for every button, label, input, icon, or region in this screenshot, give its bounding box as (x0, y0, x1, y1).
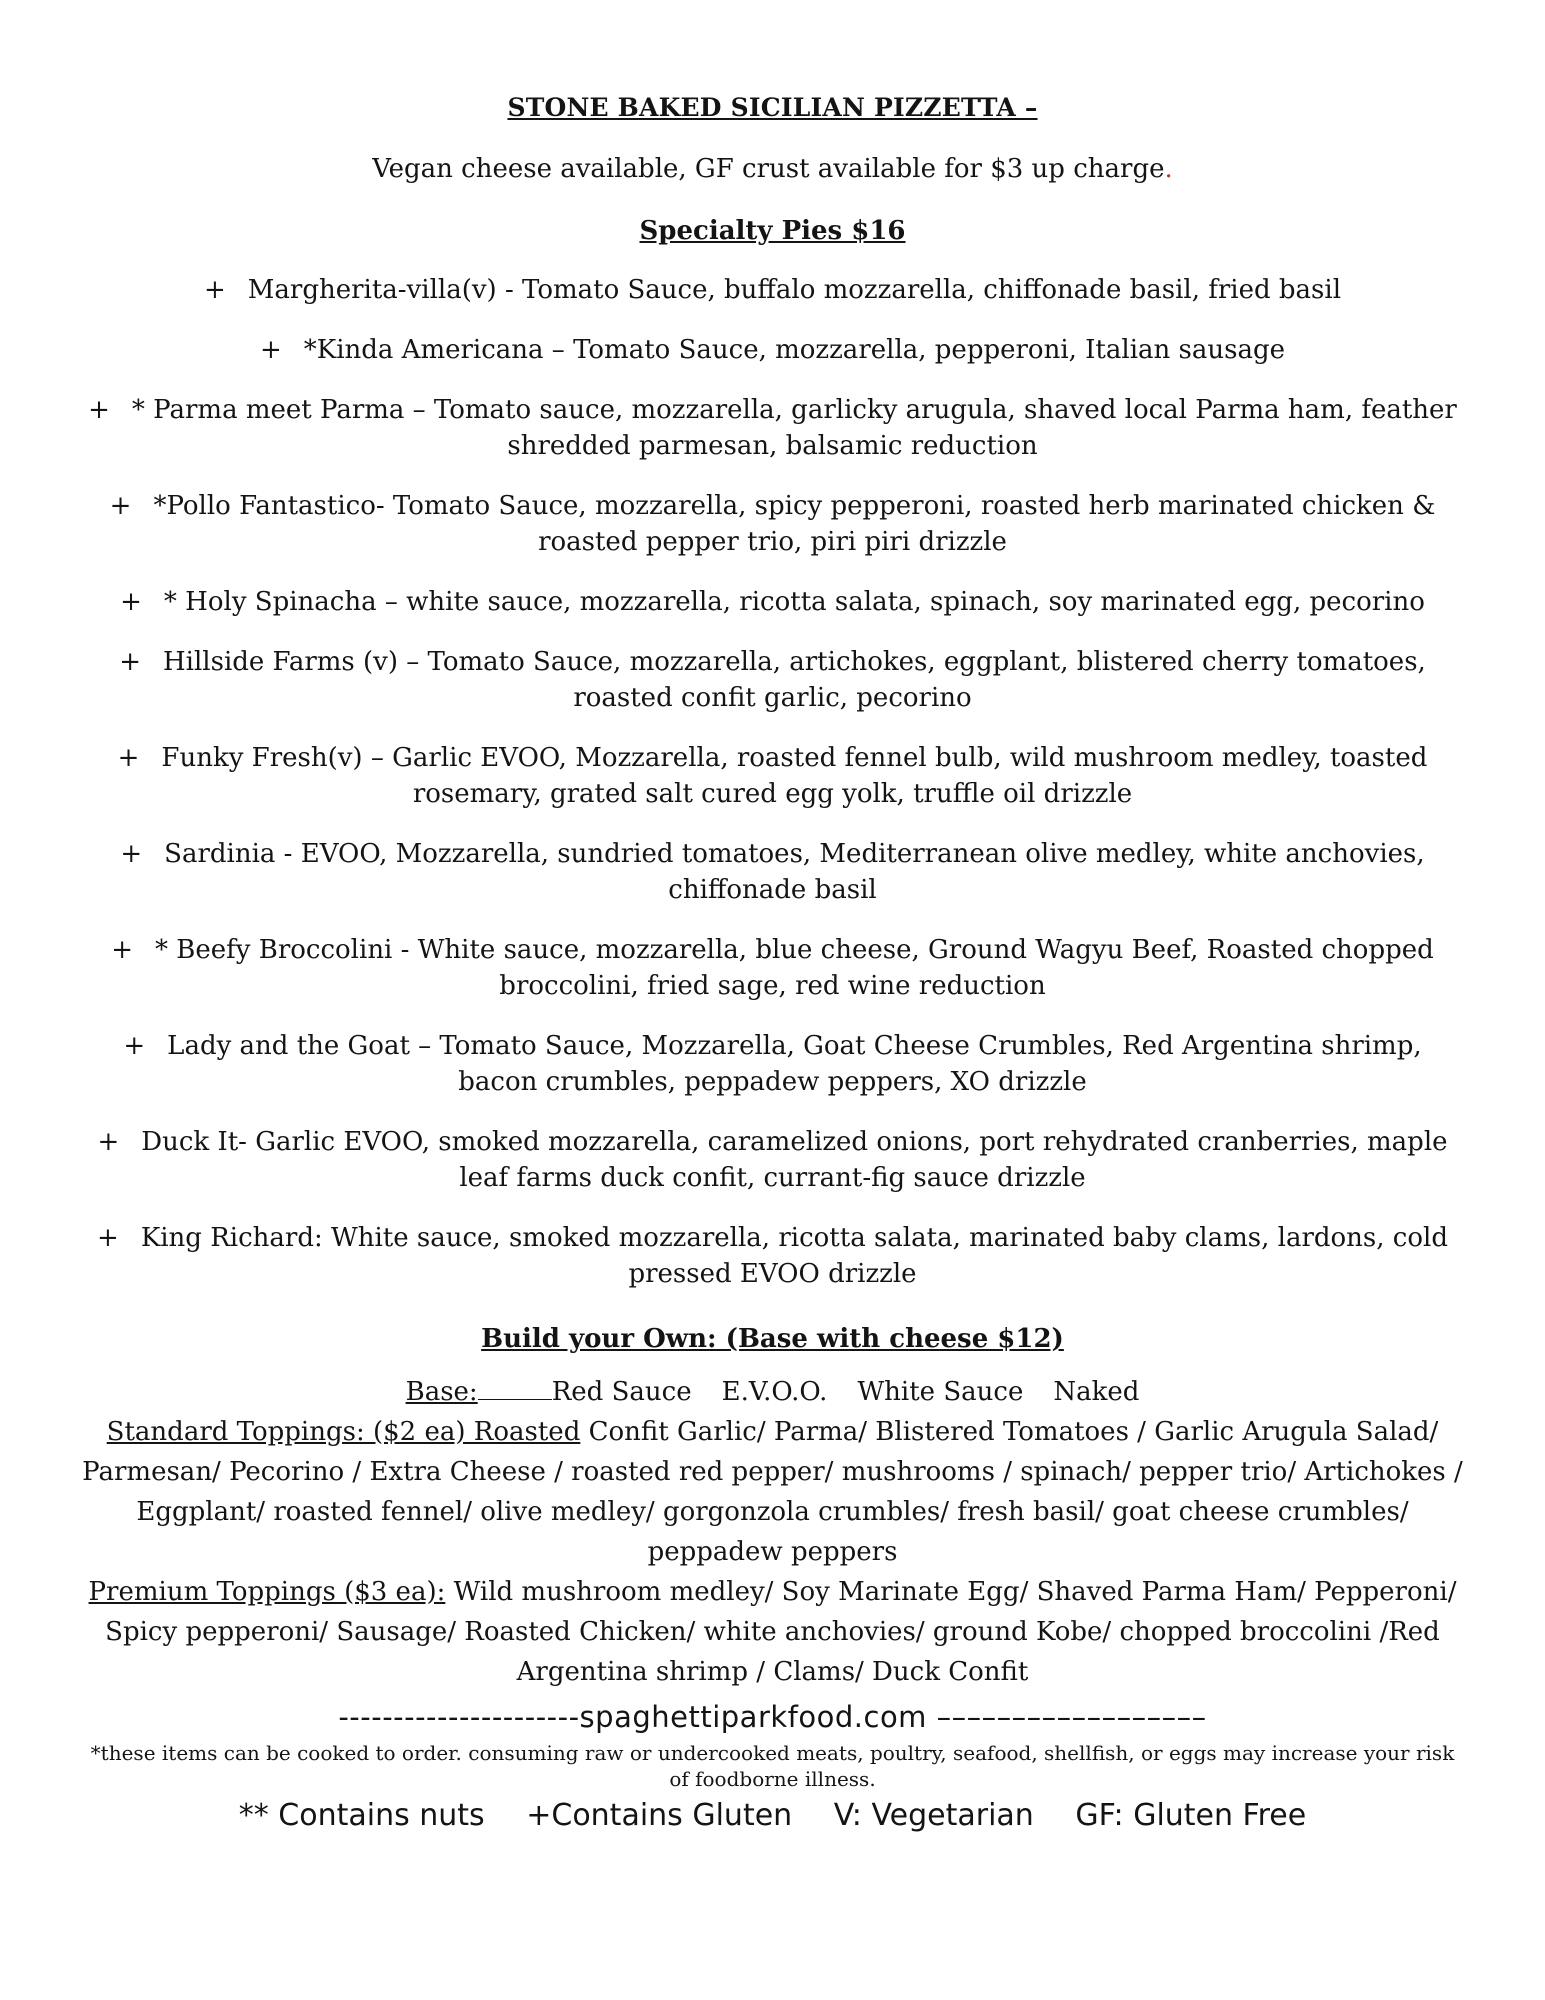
pie-item (80, 932, 1465, 1004)
pie-description: Margherita-villa(v) - Tomato Sauce, buffalo mozzarella, chiffonade basil, fried basil (247, 275, 1342, 305)
gluten-marker: + (97, 1127, 120, 1157)
base-label: Base: (405, 1377, 478, 1407)
pie-description: Sardinia - EVOO, Mozzarella, sundried tomatoes, Mediterranean olive medley, white anchovies, chiffonade basil (164, 839, 1425, 905)
pie-item (80, 1028, 1465, 1100)
legend-nuts: ** Contains nuts (238, 1798, 485, 1833)
gluten-marker: + (120, 587, 142, 617)
pie-item (80, 1220, 1465, 1292)
gluten-marker: + (259, 335, 282, 365)
premium-toppings-label: Premium Toppings ($3 ea): (88, 1577, 446, 1607)
gluten-marker: + (88, 395, 110, 425)
pie-item (80, 488, 1465, 560)
website-line: ----------------------spaghettiparkfood.com –––––––––––––––––– (338, 1700, 1207, 1734)
base-option: Naked (1053, 1377, 1140, 1407)
base-option: Red Sauce (551, 1377, 692, 1407)
pie-description: *Pollo Fantastico- Tomato Sauce, mozzarella, spicy pepperoni, roasted herb marinated chicken & roasted pepper trio, piri piri drizzle (153, 491, 1436, 557)
base-option: E.V.O.O. (721, 1377, 828, 1407)
legend-gluten: +Contains Gluten (526, 1798, 793, 1833)
base-option: White Sauce (857, 1377, 1024, 1407)
gluten-marker: + (117, 743, 140, 773)
premium-toppings-items: Wild mushroom medley/ Soy Marinate Egg/ Shaved Parma Ham/ Pepperoni/ Spicy pepperoni/ Sausage/ Roasted Chicken/ white anchovies/ ground Kobe/ chopped broccolini /Red Argentina shrimp / Clams/ Duck Confit (105, 1577, 1457, 1687)
gluten-marker: + (119, 647, 141, 677)
gluten-marker: + (111, 935, 133, 965)
menu-title: STONE BAKED SICILIAN PIZZETTA – (507, 93, 1038, 122)
base-line (80, 1372, 1465, 1412)
build-your-own-section (80, 1372, 1465, 1692)
pie-item (80, 836, 1465, 908)
gluten-marker: + (97, 1223, 119, 1253)
legend-gluten-free: GF: Gluten Free (1075, 1798, 1307, 1833)
pie-item (80, 392, 1465, 464)
pie-description: King Richard: White sauce, smoked mozzarella, ricotta salata, marinated baby clams, lardons, cold pressed EVOO drizzle (140, 1223, 1448, 1289)
gluten-marker: + (203, 275, 226, 305)
pie-description: Duck It- Garlic EVOO, smoked mozzarella, caramelized onions, port rehydrated cranberries, maple leaf farms duck confit, currant-fig sauce drizzle (141, 1127, 1448, 1193)
standard-toppings-items: Confit Garlic/ Parma/ Blistered Tomatoes / Garlic Arugula Salad/ Parmesan/ Pecorino / Extra Cheese / roasted red pepper/ mushrooms / spinach/ pepper trio/ Artichokes / Eggplant/ roasted fennel/ olive medley/ gorgonzola crumbles/ fresh basil/ goat cheese crumbles/ peppadew peppers (82, 1417, 1463, 1567)
pie-description: * Holy Spinacha – white sauce, mozzarella, ricotta salata, spinach, soy marinated egg, pecorino (163, 587, 1425, 617)
pie-item (80, 332, 1465, 368)
pie-item (80, 584, 1465, 620)
base-blank-line (478, 1377, 552, 1400)
pie-description: Lady and the Goat – Tomato Sauce, Mozzarella, Goat Cheese Crumbles, Red Argentina shrimp, bacon crumbles, peppadew peppers, XO drizzle (167, 1031, 1422, 1097)
pie-description: Hillside Farms (v) – Tomato Sauce, mozzarella, artichokes, eggplant, blistered cherry tomatoes, roasted confit garlic, pecorino (162, 647, 1426, 713)
byo-heading: Build your Own: (Base with cheese $12) (481, 1324, 1064, 1354)
specialty-pie-list (80, 272, 1465, 1316)
premium-toppings (80, 1572, 1465, 1692)
gluten-marker: + (120, 839, 143, 869)
menu-subtitle (0, 154, 1545, 184)
pie-description: * Parma meet Parma – Tomato sauce, mozzarella, garlicky arugula, shaved local Parma ham, feather shredded parmesan, balsamic reduction (131, 395, 1457, 461)
subtitle-period: . (1164, 154, 1173, 184)
standard-toppings (80, 1412, 1465, 1572)
gluten-marker: + (123, 1031, 146, 1061)
dietary-legend (0, 1798, 1545, 1833)
pie-item (80, 272, 1465, 308)
food-safety-disclaimer: *these items can be cooked to order. consuming raw or undercooked meats, poultry, seafood, shellfish, or eggs may increase your risk of foodborne illness. (90, 1741, 1455, 1791)
pie-description: *Kinda Americana – Tomato Sauce, mozzarella, pepperoni, Italian sausage (303, 335, 1285, 365)
pie-item (80, 644, 1465, 716)
gluten-marker: + (109, 491, 132, 521)
legend-vegetarian: V: Vegetarian (833, 1798, 1034, 1833)
pie-description: * Beefy Broccolini - White sauce, mozzarella, blue cheese, Ground Wagyu Beef, Roasted chopped broccolini, fried sage, red wine reduction (155, 935, 1434, 1001)
pie-item (80, 740, 1465, 812)
specialty-heading: Specialty Pies $16 (639, 216, 906, 246)
pie-item (80, 1124, 1465, 1196)
subtitle-text: Vegan cheese available, GF crust available for $3 up charge (372, 154, 1165, 184)
pie-description: Funky Fresh(v) – Garlic EVOO, Mozzarella, roasted fennel bulb, wild mushroom medley, toasted rosemary, grated salt cured egg yolk, truffle oil drizzle (161, 743, 1428, 809)
standard-toppings-label: Standard Toppings: ($2 ea) Roasted (106, 1417, 581, 1447)
